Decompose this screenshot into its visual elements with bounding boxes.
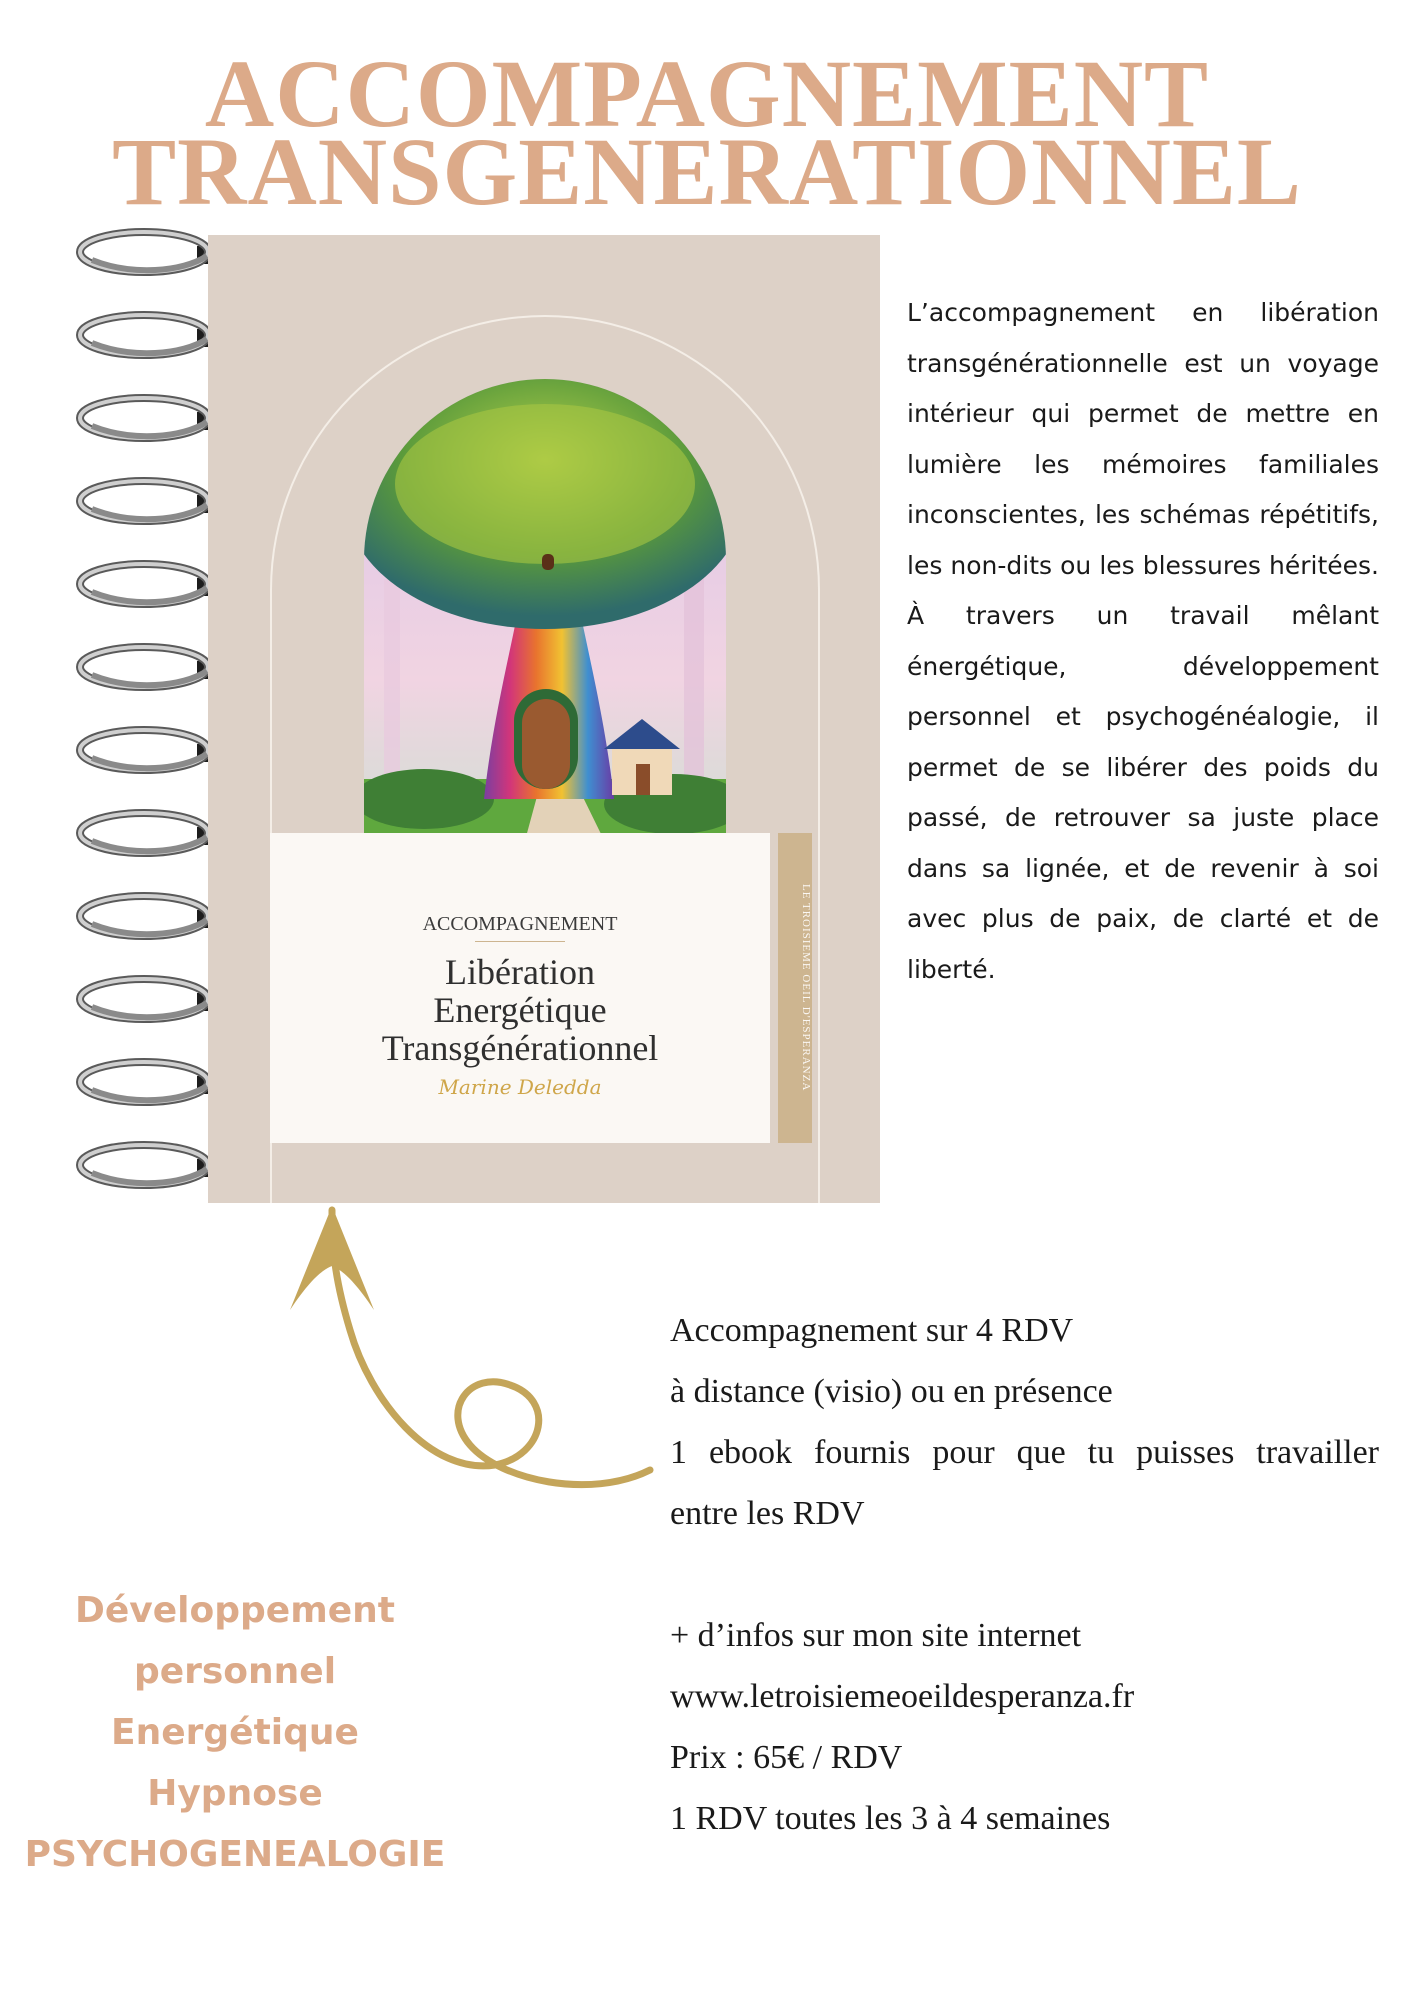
theme-item: Développement [75, 1590, 395, 1631]
info-line-more: + d’infos sur mon site internet [670, 1617, 1082, 1654]
notebook-mockup [208, 235, 880, 1203]
cover-spine [778, 833, 812, 1143]
theme-item: Hypnose [147, 1773, 323, 1814]
spiral-ring-icon [72, 554, 222, 614]
spiral-ring-icon [72, 803, 222, 863]
info-line-ebook: 1 ebook fournis pour que tu puisses travailler [670, 1434, 1379, 1471]
cover-kicker: ACCOMPAGNEMENT [422, 913, 618, 935]
theme-item: PSYCHOGENEALOGIE [24, 1834, 446, 1875]
cover-title-line-1: Libération [445, 952, 595, 992]
spine-label: LE TROISIEME OEIL D'ESPERANZA [800, 884, 812, 1092]
description-text: L’accompagnement en libération transgénérationnelle est un voyage intérieur qui permet de mettre en lumière les mémoires familiales inconscientes, les schémas répétitifs, les non-dits ou les blessures héritées. À travers un travail mêlant énergétique, développement personnel et psychogénéalogie, il permet de se libérer des poids du passé, de retrouver sa juste place dans sa lignée, et de revenir à soi avec plus de paix, de clarté et de liberté. [907, 298, 1379, 984]
info-spacer [670, 1544, 1379, 1605]
cover-panel [270, 833, 770, 1143]
cover-title-line-3: Transgénérationnel [381, 1028, 659, 1068]
spiral-binding [72, 222, 222, 1212]
info-line-sessions: Accompagnement sur 4 RDV [670, 1312, 1074, 1349]
page-title-line-1: ACCOMPAGNEMENT [204, 40, 1210, 147]
page-title-line-2: TRANSGENERATIONNEL [112, 118, 1302, 225]
tree-illustration [364, 379, 726, 881]
info-line-frequency: 1 RDV toutes les 3 à 4 semaines [670, 1800, 1111, 1837]
spiral-ring-icon [72, 637, 222, 697]
info-line-ebook-cont: entre les RDV [670, 1495, 865, 1532]
spiral-ring-icon [72, 471, 222, 531]
theme-item: Energétique [111, 1712, 359, 1753]
cover-author: Marine Deledda [438, 1075, 602, 1099]
themes-list [10, 1580, 460, 1885]
spiral-ring-icon [72, 720, 222, 780]
cover-title [270, 953, 770, 1067]
info-line-price: Prix : 65€ / RDV [670, 1739, 903, 1776]
spiral-ring-icon [72, 1135, 222, 1195]
spiral-ring-icon [72, 222, 222, 282]
spiral-ring-icon [72, 886, 222, 946]
spiral-ring-icon [72, 1052, 222, 1112]
cover-title-line-2: Energétique [433, 990, 607, 1030]
info-line-format: à distance (visio) ou en présence [670, 1373, 1113, 1410]
spiral-ring-icon [72, 305, 222, 365]
spiral-ring-icon [72, 388, 222, 448]
website-link[interactable]: www.letroisiemeoeildesperanza.fr [670, 1678, 1135, 1715]
info-block [670, 1300, 1379, 1849]
curved-arrow-icon [260, 1200, 680, 1520]
cover-kicker-underline [475, 941, 565, 942]
spiral-ring-icon [72, 969, 222, 1029]
theme-item: personnel [133, 1651, 337, 1692]
